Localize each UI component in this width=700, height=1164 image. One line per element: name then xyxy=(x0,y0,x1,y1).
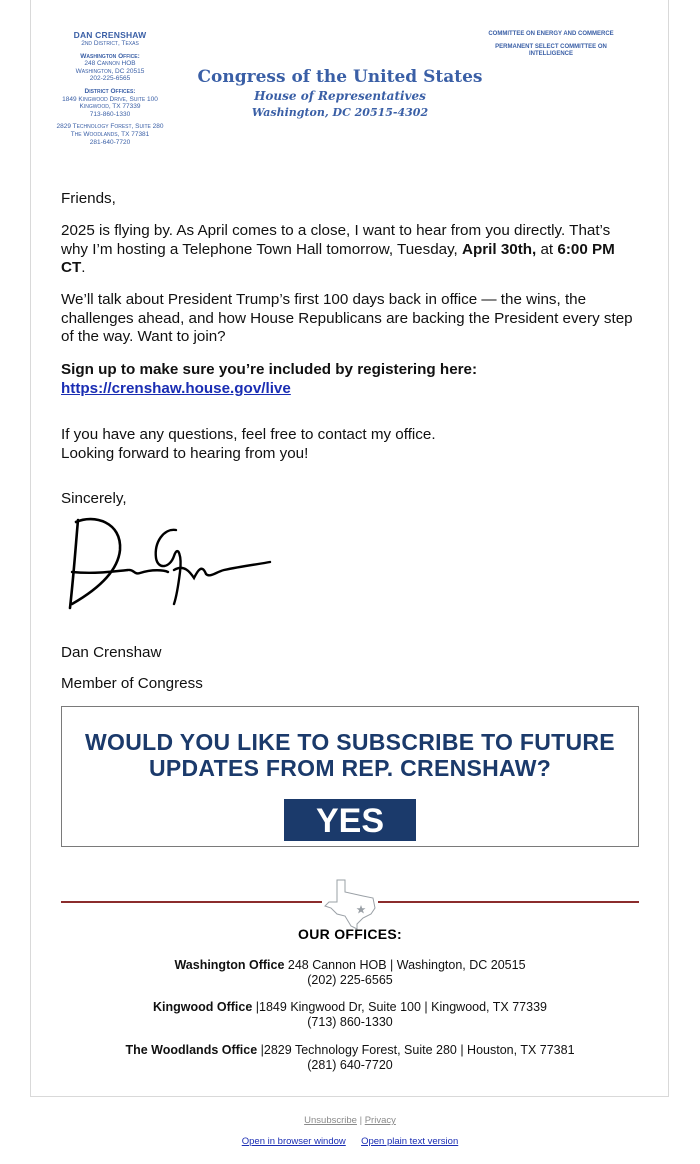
district-offices-label: District Offices: xyxy=(84,87,136,95)
signup-block xyxy=(61,361,641,398)
paragraph-closing xyxy=(61,426,641,463)
kingwood-office-address1: 1849 Kingwood Drive, Suite 100 xyxy=(62,95,158,103)
washington-office-address1: 248 Cannon HOB xyxy=(84,60,136,68)
closing-salutation: Sincerely, xyxy=(61,490,127,507)
committee-energy: COMMITTEE ON ENERGY AND COMMERCE xyxy=(488,31,614,37)
footer-links-top xyxy=(0,1115,700,1126)
paragraph-intro-end: . xyxy=(81,259,86,276)
office-name: The Woodlands Office xyxy=(125,1043,258,1057)
committee-intelligence-line1: PERMANENT SELECT COMMITTEE ON xyxy=(495,43,607,50)
house-title: House of Representatives xyxy=(254,89,426,103)
signature-name: Dan Crenshaw xyxy=(61,644,162,661)
kingwood-office-address2: Kingwood, TX 77339 xyxy=(79,103,141,111)
greeting: Friends, xyxy=(61,190,116,207)
open-browser-link[interactable]: Open in browser window xyxy=(241,1136,346,1147)
washington-office-address2: Washington, DC 20515 xyxy=(75,67,145,75)
letterhead-contact-block xyxy=(30,30,190,146)
district-label: 2nd District, Texas xyxy=(81,40,139,47)
paragraph-intro-text: 2025 is flying by. As April comes to a close, I want to hear from you directly. That’s why I’m hosting a Telephone Town Hall tomorrow, Tuesday, xyxy=(61,222,611,258)
office-woodlands xyxy=(61,1043,639,1073)
office-address: |1849 Kingwood Dr, Suite 100 | Kingwood, TX 77339 xyxy=(252,1000,547,1014)
office-address: 248 Cannon HOB | Washington, DC 20515 xyxy=(284,958,526,972)
open-plain-text-link[interactable]: Open plain text version xyxy=(361,1136,459,1147)
event-date: April 30th, xyxy=(462,240,537,258)
divider-left xyxy=(61,901,322,903)
signup-text: Sign up to make sure you’re included by registering here: xyxy=(61,361,478,378)
paragraph-intro-at: at xyxy=(536,240,558,258)
kingwood-office-phone: 713-860-1330 xyxy=(89,110,131,118)
woodlands-office-address2: The Woodlands, TX 77381 xyxy=(70,130,150,138)
office-washington xyxy=(61,958,639,988)
office-name: Washington Office xyxy=(174,958,285,972)
signature-title: Member of Congress xyxy=(61,675,203,692)
footer-separator: | xyxy=(359,1115,363,1126)
registration-link[interactable]: https://crenshaw.house.gov/live xyxy=(61,379,291,397)
office-phone: (281) 640-7720 xyxy=(307,1058,393,1072)
questions-line: If you have any questions, feel free to contact my office. xyxy=(61,426,436,443)
office-address: |2829 Technology Forest, Suite 280 | Houston, TX 77381 xyxy=(257,1043,575,1057)
offices-heading: OUR OFFICES: xyxy=(298,926,402,942)
office-kingwood xyxy=(61,1000,639,1030)
office-phone: (202) 225-6565 xyxy=(307,973,393,987)
woodlands-office-phone: 281-640-7720 xyxy=(89,138,131,146)
texas-state-icon xyxy=(323,878,379,930)
woodlands-office-address1: 2829 Technology Forest, Suite 280 xyxy=(56,123,164,131)
paragraph-topics: We’ll talk about President Trump’s first 100 days back in office — the wins, the challenges ahead, and how House Republicans are backing the President every step of the way. Want to join? xyxy=(61,291,633,345)
congress-title: Congress of the United States xyxy=(197,67,483,87)
letterhead-committees xyxy=(463,31,639,59)
committee-intelligence-line2: INTELLIGENCE xyxy=(528,51,573,57)
subscribe-box xyxy=(61,706,639,847)
paragraph-intro xyxy=(61,222,641,278)
divider-right xyxy=(378,901,639,903)
office-phone: (713) 860-1330 xyxy=(307,1015,393,1029)
subscribe-question: WOULD YOU LIKE TO SUBSCRIBE TO FUTURE UPDATES FROM REP. CRENSHAW? xyxy=(85,729,615,781)
event-time: 6:00 PM CT xyxy=(61,240,615,276)
letterhead-title xyxy=(170,66,510,121)
looking-forward-line: Looking forward to hearing from you! xyxy=(61,444,309,462)
washington-office-phone: 202-225-6565 xyxy=(89,75,131,83)
letterhead-address: Washington, DC 20515-4302 xyxy=(251,106,429,119)
signature-image xyxy=(64,512,274,617)
washington-office-label: Washington Office: xyxy=(80,52,140,60)
representative-name: DAN CRENSHAW xyxy=(73,30,147,40)
privacy-link[interactable]: Privacy xyxy=(364,1115,396,1126)
office-name: Kingwood Office xyxy=(153,1000,253,1014)
footer-links-bottom xyxy=(0,1136,700,1147)
subscribe-yes-button[interactable]: YES xyxy=(284,799,416,841)
unsubscribe-link[interactable]: Unsubscribe xyxy=(304,1115,357,1126)
